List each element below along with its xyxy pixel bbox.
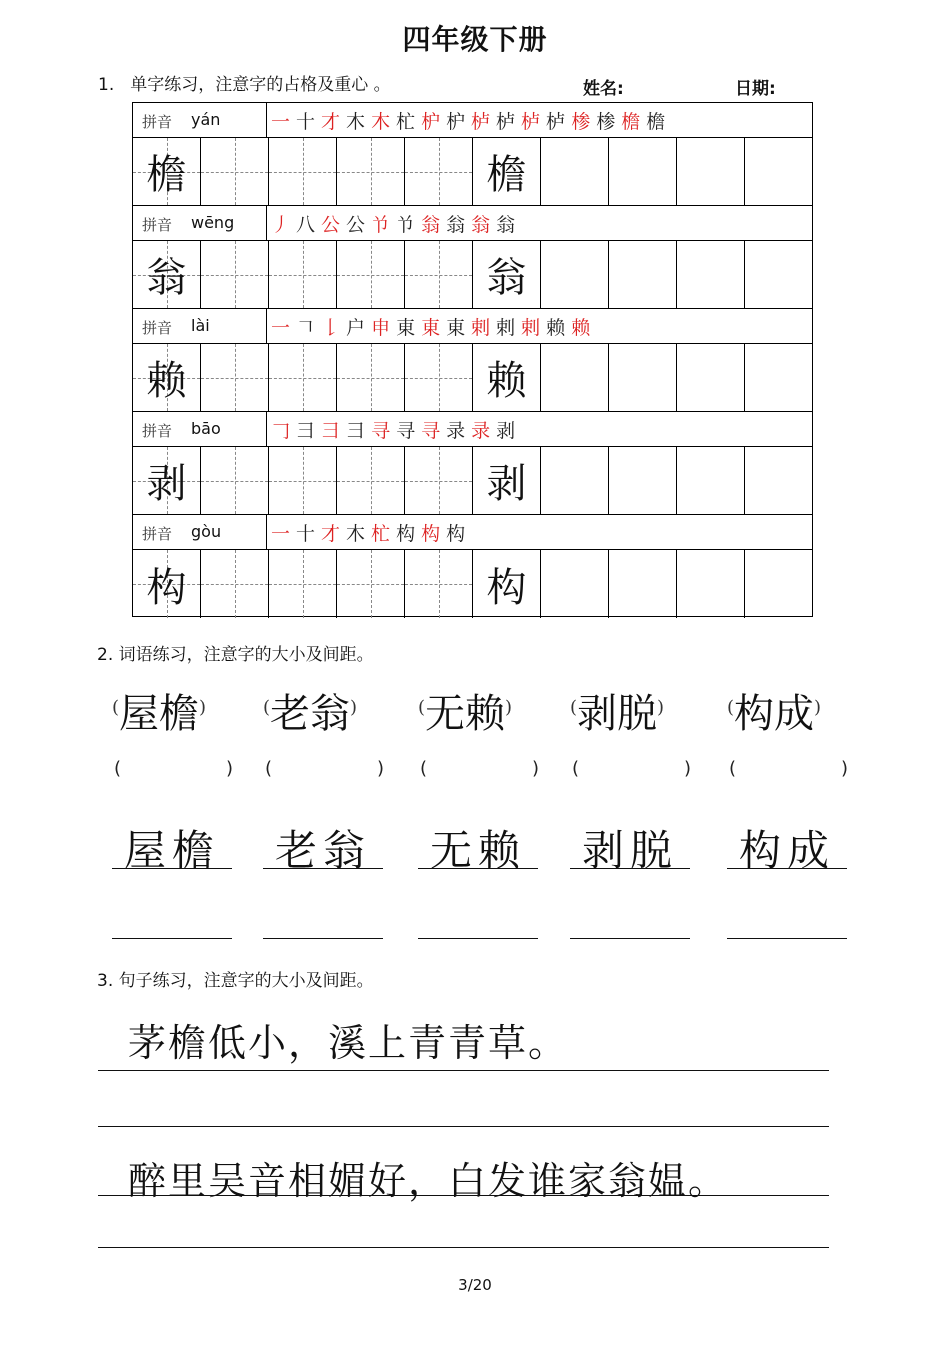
stroke-step: 東 xyxy=(396,317,422,339)
open-paren: ( xyxy=(570,697,578,718)
practice-cell[interactable] xyxy=(677,241,745,308)
row-divider xyxy=(266,515,267,549)
close-paren: ) xyxy=(657,697,665,718)
model-character-cell xyxy=(473,138,541,205)
stroke-order-sequence xyxy=(271,210,521,237)
section2-heading: 2. 词语练习，注意字的大小及间距。 xyxy=(97,645,374,665)
model-character: 构 xyxy=(486,564,527,611)
pinyin-value: lài xyxy=(191,316,210,335)
word-text: 构成 xyxy=(734,691,815,737)
stroke-step: 户 xyxy=(346,317,372,339)
blank-paren-close: ) xyxy=(684,758,692,779)
practice-cell[interactable] xyxy=(541,550,609,618)
stroke-step: 檐 xyxy=(646,111,672,133)
practice-cell[interactable] xyxy=(677,447,745,514)
model-character: 翁 xyxy=(486,255,527,301)
pinyin-row xyxy=(133,103,812,138)
stroke-step: 寻 xyxy=(371,420,397,442)
practice-cell[interactable] xyxy=(745,447,813,514)
model-word: 屋檐 xyxy=(124,826,221,875)
row-divider xyxy=(266,103,267,137)
blank-paren-open: ( xyxy=(265,758,273,779)
blank-paren-open: ( xyxy=(572,758,580,779)
model-character-cell xyxy=(133,550,201,618)
model-character: 檐 xyxy=(146,152,187,198)
practice-cell[interactable] xyxy=(337,550,405,618)
blank-paren-close: ) xyxy=(226,758,234,779)
blank-paren-close: ) xyxy=(841,758,849,779)
model-character-cell xyxy=(473,241,541,308)
stroke-step: 剌 xyxy=(521,317,547,339)
model-word: 老翁 xyxy=(275,826,372,875)
model-character: 剥 xyxy=(486,461,527,507)
close-paren: ) xyxy=(505,697,513,718)
word-practice-line[interactable] xyxy=(112,938,232,939)
practice-cell[interactable] xyxy=(405,550,473,618)
blank-paren-close: ) xyxy=(532,758,540,779)
stroke-step: 才 xyxy=(321,111,347,133)
pinyin-value: bāo xyxy=(191,419,221,438)
practice-cell[interactable] xyxy=(405,138,473,205)
stroke-step: 翁 xyxy=(446,214,472,236)
practice-cell[interactable] xyxy=(677,138,745,205)
practice-cell[interactable] xyxy=(269,550,337,618)
word-with-parens xyxy=(418,682,512,738)
stroke-step: 翁 xyxy=(496,214,522,236)
model-character: 赖 xyxy=(486,358,527,404)
practice-cell[interactable] xyxy=(201,344,269,411)
stroke-step: 檐 xyxy=(621,111,647,133)
practice-cell[interactable] xyxy=(337,138,405,205)
word-underline xyxy=(418,868,538,869)
stroke-step: 录 xyxy=(446,420,472,442)
close-paren: ) xyxy=(814,697,822,718)
sentence-1-practice-line[interactable] xyxy=(98,1126,829,1127)
stroke-step: 一 xyxy=(271,523,297,545)
practice-cell[interactable] xyxy=(405,241,473,308)
model-character: 翁 xyxy=(146,255,187,301)
stroke-step: 杧 xyxy=(396,111,422,133)
blank-paren-open: ( xyxy=(420,758,428,779)
practice-cell[interactable] xyxy=(337,447,405,514)
model-character-cell xyxy=(133,447,201,514)
sentence-1-writing-line[interactable] xyxy=(98,1070,829,1071)
word-with-parens xyxy=(263,682,357,738)
stroke-step: 杧 xyxy=(371,523,397,545)
pinyin-value: gòu xyxy=(191,522,222,541)
pinyin-label: 拼音 xyxy=(142,319,173,337)
stroke-step: 木 xyxy=(371,111,397,133)
practice-cell[interactable] xyxy=(609,550,677,618)
practice-cell[interactable] xyxy=(269,138,337,205)
close-paren: ) xyxy=(350,697,358,718)
word-text: 剥脱 xyxy=(577,691,658,737)
stroke-step: 兯 xyxy=(371,214,397,236)
page-number: 3/20 xyxy=(458,1276,492,1294)
blank-paren-open: ( xyxy=(729,758,737,779)
model-character: 檐 xyxy=(486,152,527,198)
model-character: 剥 xyxy=(146,461,187,507)
stroke-step: 构 xyxy=(446,523,472,545)
sentence-1: 茅檐低小，溪上青青草。 xyxy=(128,1021,569,1065)
pinyin-row xyxy=(133,412,812,447)
practice-cell[interactable] xyxy=(405,447,473,514)
stroke-step: 兯 xyxy=(396,214,422,236)
section3-heading: 3. 句子练习，注意字的大小及间距。 xyxy=(97,971,374,991)
stroke-order-sequence xyxy=(271,519,471,546)
stroke-step: 栌 xyxy=(496,111,522,133)
open-paren: ( xyxy=(727,697,735,718)
pinyin-label: 拼音 xyxy=(142,113,173,131)
stroke-step: 翁 xyxy=(471,214,497,236)
page-title: 四年级下册 xyxy=(402,23,548,56)
stroke-step: 赖 xyxy=(571,317,597,339)
pinyin-label: 拼音 xyxy=(142,216,173,234)
practice-cell[interactable] xyxy=(269,241,337,308)
word-practice-line[interactable] xyxy=(727,938,847,939)
stroke-step: 赖 xyxy=(546,317,572,339)
practice-cell[interactable] xyxy=(609,447,677,514)
word-with-parens xyxy=(112,682,206,738)
name-label: 姓名: xyxy=(583,79,624,99)
model-character-cell xyxy=(133,138,201,205)
section1-heading-text: 单字练习，注意字的占格及重心 。 xyxy=(130,75,391,95)
stroke-step: 寻 xyxy=(421,420,447,442)
practice-cell[interactable] xyxy=(269,447,337,514)
word-with-parens xyxy=(727,682,821,738)
model-character-cell xyxy=(133,241,201,308)
practice-cell[interactable] xyxy=(201,447,269,514)
practice-cell[interactable] xyxy=(201,241,269,308)
practice-cell[interactable] xyxy=(745,344,813,411)
character-row xyxy=(133,138,812,206)
row-divider xyxy=(266,206,267,240)
pinyin-value: yán xyxy=(191,110,221,129)
practice-cell[interactable] xyxy=(541,241,609,308)
pinyin-label: 拼音 xyxy=(142,422,173,440)
model-character-cell xyxy=(473,550,541,618)
practice-cell[interactable] xyxy=(609,241,677,308)
stroke-step: 木 xyxy=(346,111,372,133)
stroke-step: 栌 xyxy=(546,111,572,133)
word-practice-line[interactable] xyxy=(263,938,383,939)
stroke-step: 彐 xyxy=(321,420,347,442)
stroke-step: 才 xyxy=(321,523,347,545)
stroke-step: 构 xyxy=(421,523,447,545)
stroke-step: 一 xyxy=(271,317,297,339)
word-underline xyxy=(570,868,690,869)
practice-cell[interactable] xyxy=(337,241,405,308)
stroke-step: 椮 xyxy=(571,111,597,133)
stroke-step: 椮 xyxy=(596,111,622,133)
blank-paren-close: ) xyxy=(377,758,385,779)
stroke-step: 枦 xyxy=(421,111,447,133)
word-text: 老翁 xyxy=(270,691,351,737)
stroke-order-sequence xyxy=(271,313,596,340)
stroke-step: 枦 xyxy=(446,111,472,133)
stroke-step: 公 xyxy=(321,214,347,236)
stroke-step: 翁 xyxy=(421,214,447,236)
character-row xyxy=(133,447,812,515)
practice-cell[interactable] xyxy=(609,138,677,205)
word-text: 无赖 xyxy=(425,691,506,737)
stroke-step: 栌 xyxy=(471,111,497,133)
blank-paren-open: ( xyxy=(114,758,122,779)
model-character-cell xyxy=(133,344,201,411)
stroke-step: 寻 xyxy=(396,420,422,442)
practice-cell[interactable] xyxy=(677,550,745,618)
word-text: 屋檐 xyxy=(119,691,200,737)
character-row xyxy=(133,241,812,309)
sentence-2: 醉里吴音相媚好，白发谁家翁媪。 xyxy=(128,1159,729,1203)
stroke-step: 𠃌 xyxy=(271,420,297,442)
character-row xyxy=(133,344,812,412)
pinyin-row xyxy=(133,515,812,550)
practice-cell[interactable] xyxy=(541,138,609,205)
practice-cell[interactable] xyxy=(677,344,745,411)
practice-cell[interactable] xyxy=(745,241,813,308)
model-character: 构 xyxy=(146,564,187,611)
practice-cell[interactable] xyxy=(745,550,813,618)
stroke-step: 构 xyxy=(396,523,422,545)
open-paren: ( xyxy=(418,697,426,718)
practice-cell[interactable] xyxy=(337,344,405,411)
practice-cell[interactable] xyxy=(201,550,269,618)
date-label: 日期: xyxy=(735,79,776,99)
stroke-step: 彐 xyxy=(346,420,372,442)
model-character-cell xyxy=(473,447,541,514)
word-underline xyxy=(727,868,847,869)
model-word: 剥脱 xyxy=(582,826,679,875)
stroke-step: 申 xyxy=(371,317,397,339)
sentence-2-practice-line[interactable] xyxy=(98,1247,829,1248)
model-word: 构成 xyxy=(739,826,836,875)
practice-cell[interactable] xyxy=(745,138,813,205)
stroke-step: 公 xyxy=(346,214,372,236)
stroke-step: 𠃍 xyxy=(296,317,322,339)
word-practice-line[interactable] xyxy=(418,938,538,939)
model-word: 无赖 xyxy=(430,826,527,875)
practice-cell[interactable] xyxy=(269,344,337,411)
section1-number: 1. xyxy=(98,75,115,95)
stroke-step: 十 xyxy=(296,111,322,133)
stroke-order-sequence xyxy=(271,107,671,134)
pinyin-row xyxy=(133,206,812,241)
word-underline xyxy=(263,868,383,869)
practice-cell[interactable] xyxy=(609,344,677,411)
stroke-order-sequence xyxy=(271,416,521,443)
row-divider xyxy=(266,309,267,343)
character-practice-grid xyxy=(132,102,813,617)
stroke-step: 東 xyxy=(421,317,447,339)
stroke-step: 剌 xyxy=(496,317,522,339)
model-character-cell xyxy=(473,344,541,411)
character-row xyxy=(133,550,812,618)
stroke-step: 彐 xyxy=(296,420,322,442)
practice-cell[interactable] xyxy=(541,447,609,514)
stroke-step: 剌 xyxy=(471,317,497,339)
sentence-2-writing-line[interactable] xyxy=(98,1195,829,1196)
pinyin-label: 拼音 xyxy=(142,525,173,543)
row-divider xyxy=(266,412,267,446)
open-paren: ( xyxy=(263,697,271,718)
pinyin-value: wēng xyxy=(191,213,235,232)
stroke-step: 丿 xyxy=(271,214,297,236)
close-paren: ) xyxy=(199,697,207,718)
stroke-step: 木 xyxy=(346,523,372,545)
word-with-parens xyxy=(570,682,664,738)
practice-cell[interactable] xyxy=(201,138,269,205)
open-paren: ( xyxy=(112,697,120,718)
stroke-step: 東 xyxy=(446,317,472,339)
stroke-step: 八 xyxy=(296,214,322,236)
stroke-step: 十 xyxy=(296,523,322,545)
stroke-step: 一 xyxy=(271,111,297,133)
stroke-step: 剥 xyxy=(496,420,522,442)
stroke-step: 录 xyxy=(471,420,497,442)
word-practice-line[interactable] xyxy=(570,938,690,939)
practice-cell[interactable] xyxy=(541,344,609,411)
section1-heading xyxy=(98,70,391,95)
stroke-step: 栌 xyxy=(521,111,547,133)
pinyin-row xyxy=(133,309,812,344)
stroke-step: 𠄌 xyxy=(321,317,347,339)
model-character: 赖 xyxy=(146,358,187,404)
word-underline xyxy=(112,868,232,869)
practice-cell[interactable] xyxy=(405,344,473,411)
